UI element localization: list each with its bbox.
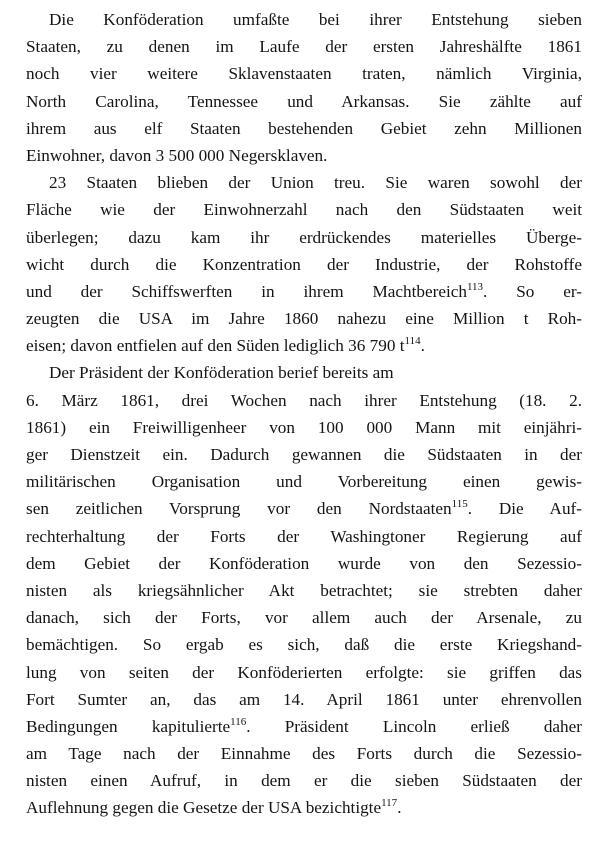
text-line: [26, 740, 582, 767]
line-text: nisten einen Aufruf, in dem er die sieben Südstaaten der: [26, 771, 582, 791]
text-line: [26, 278, 582, 305]
text-line: [26, 794, 582, 821]
text-line: [26, 332, 582, 359]
line-text: 1861) ein Freiwilligenheer von 100 000 Mann mit einjähri-: [26, 417, 582, 437]
paragraph: [26, 6, 582, 169]
line-text: überlegen; dazu kam ihr erdrückendes materielles Überge-: [26, 227, 582, 247]
text-line: [26, 577, 582, 604]
line-text: rechterhaltung der Forts der Washingtoner Regierung auf: [26, 526, 582, 546]
line-text-continued: .: [397, 798, 402, 818]
text-line: [26, 387, 582, 414]
text-line: [26, 88, 582, 115]
line-text: sen zeitlichen Vorsprung vor den Nordstaaten: [26, 499, 452, 519]
text-line: [26, 196, 582, 223]
line-text: nisten als kriegsähnlicher Akt betrachtet; sie strebten daher: [26, 580, 582, 600]
text-line: [26, 142, 582, 169]
line-text: Die Konföderation umfaßte bei ihrer Entstehung sieben: [49, 10, 582, 29]
footnote-reference: 116: [230, 715, 247, 728]
text-line: [26, 631, 582, 658]
line-text: Einwohner, davon 3 500 000 Negersklaven.: [26, 145, 328, 165]
text-line: [26, 251, 582, 278]
line-text: und der Schiffswerften in ihrem Machtbereich: [26, 281, 467, 301]
text-line: [26, 169, 582, 196]
line-text: danach, sich der Forts, vor allem auch der Arsenale, zu: [26, 608, 582, 628]
text-line: [26, 550, 582, 577]
line-text: 23 Staaten blieben der Union treu. Sie waren sowohl der: [49, 173, 582, 193]
line-text-continued: . So er-: [483, 281, 582, 301]
footnote-reference: 117: [381, 797, 398, 810]
footnote-reference: 115: [451, 498, 468, 511]
text-line: [26, 604, 582, 631]
text-line: [26, 115, 582, 142]
line-text: dem Gebiet der Konföderation wurde von den Sezessio-: [26, 553, 582, 573]
line-text: am Tage nach der Einnahme des Forts durch die Sezessio-: [26, 744, 582, 764]
text-line: [26, 468, 582, 495]
text-line: [26, 6, 582, 33]
line-text: ihrem aus elf Staaten bestehenden Gebiet zehn Millionen: [26, 118, 582, 138]
text-line: [26, 60, 582, 87]
line-text: zeugten die USA im Jahre 1860 nahezu eine Million t Roh-: [26, 309, 582, 329]
text-line: [26, 686, 582, 713]
line-text: North Carolina, Tennessee und Arkansas. Sie zählte auf: [26, 91, 582, 111]
footnote-reference: 113: [466, 280, 484, 293]
line-text: Bedingungen kapitulierte: [26, 716, 231, 736]
line-text: ger Dienstzeit ein. Dadurch gewannen die Südstaaten in der: [26, 445, 582, 464]
line-text: militärischen Organisation und Vorbereitung einen gewis-: [26, 472, 582, 492]
text-line: [26, 523, 582, 550]
body-text: [26, 6, 582, 822]
text-line: [26, 659, 582, 686]
line-text: Der Präsident der Konföderation berief bereits am: [49, 363, 394, 383]
footnote-reference: 114: [404, 335, 421, 348]
text-line: [26, 495, 582, 522]
paragraph: [26, 359, 582, 821]
line-text-continued: . Präsident Lincoln erließ daher: [246, 716, 582, 736]
text-line: [26, 441, 582, 468]
line-text: Auflehnung gegen die Gesetze der USA bezichtigte: [26, 798, 382, 818]
line-text: 6. März 1861, drei Wochen nach ihrer Entstehung (18. 2.: [26, 390, 582, 410]
line-text: eisen; davon entfielen auf den Süden lediglich 36 790 t: [26, 336, 405, 356]
text-line: [26, 414, 582, 441]
paragraph: [26, 169, 582, 359]
text-line: [26, 224, 582, 251]
line-text: lung von seiten der Konföderierten erfolgte: sie griffen das: [26, 662, 582, 682]
text-line: [26, 767, 582, 794]
text-line: [26, 359, 582, 386]
line-text: Fläche wie der Einwohnerzahl nach den Südstaaten weit: [26, 200, 582, 220]
line-text: bemächtigen. So ergab es sich, daß die erste Kriegshand-: [26, 635, 582, 655]
line-text: noch vier weitere Sklavenstaaten traten, nämlich Virginia,: [26, 64, 582, 84]
line-text: Staaten, zu denen im Laufe der ersten Jahreshälfte 1861: [26, 37, 582, 57]
line-text: Fort Sumter an, das am 14. April 1861 unter ehrenvollen: [26, 689, 582, 709]
text-line: [26, 33, 582, 60]
line-text-continued: . Die Auf-: [467, 499, 582, 519]
text-line: [26, 305, 582, 332]
line-text-continued: .: [420, 336, 425, 356]
line-text: wicht durch die Konzentration der Industrie, der Rohstoffe: [26, 254, 582, 274]
text-line: [26, 713, 582, 740]
